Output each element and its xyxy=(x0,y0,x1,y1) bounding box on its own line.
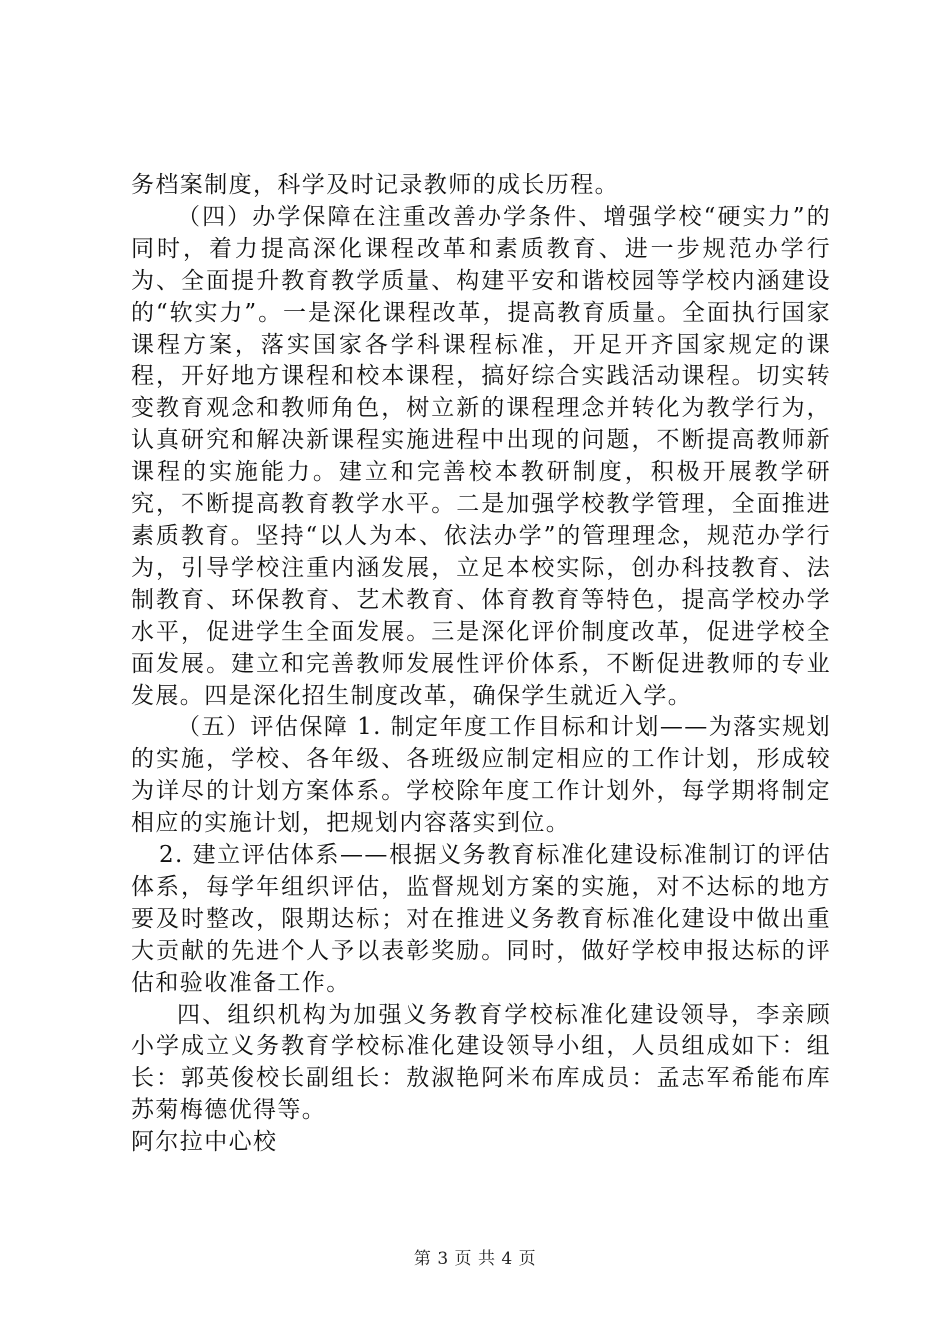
document-body xyxy=(131,170,831,1159)
page-number-footer: 第 3 页 共 4 页 xyxy=(413,1249,537,1269)
signature-school-name: 阿尔拉中心校 xyxy=(131,1129,278,1156)
paragraph-section-4: （四）办学保障在注重改善办学条件、增强学校“硬实力”的同时，着力提高深化课程改革和素质教育、进一步规范办学行为、全面提升教育教学质量、构建平安和谐校园等学校内涵建设的“软实力”。一是深化课程改革，提高教育质量。全面执行国家课程方案，落实国家各学科课程标准，开足开齐国家规定的课程，开好地方课程和校本课程，搞好综合实践活动课程。切实转变教育观念和教师角色，树立新的课程理念并转化为教学行为，认真研究和解决新课程实施进程中出现的问题，不断提高教师新课程的实施能力。建立和完善校本教研制度，积极开展教学研究，不断提高教育教学水平。二是加强学校教学管理，全面推进素质教育。坚持“以人为本、依法办学”的管理理念，规范办学行为，引导学校注重内涵发展，立足本校实际，创办科技教育、法制教育、环保教育、艺术教育、体育教育等特色，提高学校办学水平，促进学生全面发展。三是深化评价制度改革，促进学校全面发展。建立和完善教师发展性评价体系，不断促进教师的专业发展。四是深化招生制度改革，确保学生就近入学。 xyxy=(131,203,831,709)
paragraph-section-5: （五）评估保障 1. 制定年度工作目标和计划——为落实规划的实施，学校、各年级、各班级应制定相应的工作计划，形成较为详尽的计划方案体系。学校除年度工作计划外，每学期将制定相应的实施计划，把规划内容落实到位。 xyxy=(131,714,831,837)
paragraph-continuation: 务档案制度，科学及时记录教师的成长历程。 xyxy=(131,172,619,198)
paragraph-organization: 四、组织机构为加强义务教育学校标准化建设领导，李亲顾小学成立义务教育学校标准化建设领导小组，人员组成如下：组长：郭英俊校长副组长：敖淑艳阿米布库成员：孟志军希能布库苏菊梅德优得等。 xyxy=(131,1001,831,1124)
paragraph-evaluation-system: 2. 建立评估体系——根据义务教育标准化建设标准制订的评估体系，每学年组织评估，监督规划方案的实施，对不达标的地方要及时整改，限期达标；对在推进义务教育标准化建设中做出重大贡献的先进个人予以表彰奖励。同时，做好学校申报达标的评估和验收准备工作。 xyxy=(131,842,831,996)
